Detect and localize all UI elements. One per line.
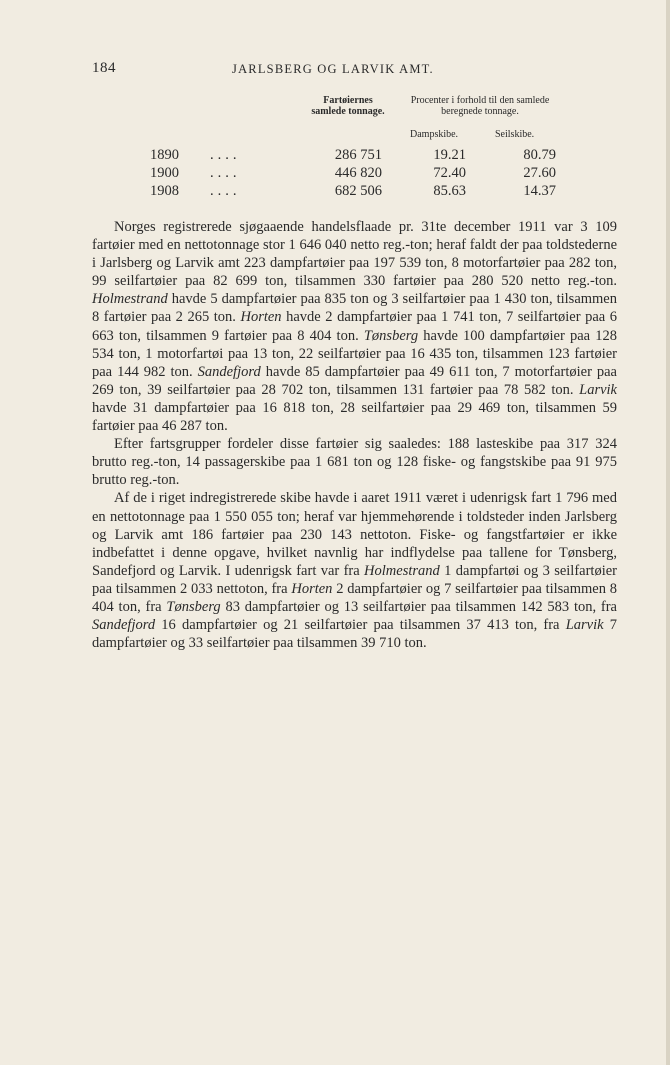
row-leader-dots: .... [210,147,241,163]
body-text [92,218,617,652]
running-title: JARLSBERG OG LARVIK AMT. [232,62,434,76]
page-header [92,60,578,82]
row-steam-percent: 19.21 [433,147,466,163]
table-row [150,165,570,185]
text-run: havde 100 dampfartøier paa 128 534 ton, 1 motorfartøi paa 13 ton, 22 seilfartøier paa 16 435 ton, tilsammen 123 fartøier paa 144 982 ton. [92,327,617,380]
row-tonnage: 446 820 [334,165,382,181]
place-name-holmestrand: Holmestrand [364,562,440,579]
place-name-sandefjord: Sandefjord [197,363,261,380]
column-header-percent: Procenter i forhold til den samlede beregnede tonnage. [410,95,550,117]
paragraph-ship-groups [92,435,617,489]
place-name-horten: Horten [291,580,333,597]
row-sail-percent: 27.60 [523,165,556,181]
place-name-tonsberg: Tønsberg [166,598,221,615]
page-number: 184 [92,60,116,76]
text-run: Norges registrerede sjøgaaende handelsflaade pr. 31te december 1911 var 3 109 fartøier med en nettotonnage stor 1 646 040 netto reg.-ton; heraf faldt der paa toldstederne i Jarlsberg og Larvik amt 223 dampfartøier paa 197 539 ton, 8 motorfartøier paa 282 ton, 99 seilfartøier paa 82 699 ton, tilsammen 330 fartøier paa 280 520 netto reg.-ton. [92,219,617,290]
row-tonnage: 682 506 [334,183,382,199]
column-header-tonnage: Fartøiernes samlede tonnage. [311,95,385,117]
text-run: havde 2 dampfartøier paa 1 741 ton, 7 seilfartøier paa 6 663 ton, tilsammen 9 fartøier paa 8 404 ton. [92,309,617,344]
text-run: 16 dampfartøier og 21 seilfartøier paa tilsammen 37 413 ton, fra [155,617,566,634]
place-name-horten: Horten [240,309,282,326]
text-run: havde 85 dampfartøier paa 49 611 ton, 7 motorfartøier paa 269 ton, 39 seilfartøier paa 28 702 ton, tilsammen 131 fartøier paa 78 582 ton. [92,363,617,398]
row-leader-dots: .... [210,165,241,181]
row-year: 1890 [150,147,179,163]
column-header-steamships: Dampskibe. [410,129,459,140]
text-run: 7 dampfartøier og 33 seilfartøier paa tilsammen 39 710 ton. [92,617,617,652]
place-name-tonsberg: Tønsberg [363,327,419,344]
row-leader-dots: .... [210,183,241,199]
row-sail-percent: 14.37 [523,183,556,199]
tonnage-table [150,92,570,202]
text-run: 83 dampfartøier og 13 seilfartøier paa tilsammen 142 583 ton, fra [220,598,617,615]
column-header-sailships: Seilskibe. [495,129,535,140]
place-name-larvik: Larvik [579,381,617,398]
paragraph-fleet-registry [92,218,617,435]
place-name-sandefjord: Sandefjord [92,617,156,634]
page-edge [666,0,670,1065]
text-run: Af de i riget indregistrerede skibe havde i aaret 1911 været i udenrigsk fart 1 796 med en nettotonnage paa 1 550 055 ton; heraf var hjemmehørende i toldsteder inden Jarlsberg og Larvik amt 186 fartøier paa 230 143 nettoton. Fiske- og fangstfartøier er ikke indbefattet i denne opgave, hvilket navnlig har indflydelse paa tallene for Tønsberg, Sandefjord og Larvik. I udenrigsk fart var fra [92,490,617,579]
row-year: 1908 [150,183,179,199]
place-name-holmestrand: Holmestrand [92,291,168,308]
text-run: havde 5 dampfartøier paa 835 ton og 3 seilfartøier paa 1 430 ton, tilsammen 8 fartøier paa 2 265 ton. [92,291,617,326]
table-row [150,183,570,203]
text-run: 2 dampfartøier og 7 seilfartøier paa tilsammen 8 404 ton, fra [92,580,617,615]
place-name-larvik: Larvik [565,617,604,634]
paragraph-foreign-trade [92,489,617,652]
table-row [150,147,570,167]
row-sail-percent: 80.79 [523,147,556,163]
row-tonnage: 286 751 [334,147,382,163]
text-run: havde 31 dampfartøier paa 16 818 ton, 28 seilfartøier paa 29 469 ton, tilsammen 59 fartøier paa 46 287 ton. [92,399,617,435]
text-run: Efter fartsgrupper fordeler disse fartøier sig saaledes: 188 lasteskibe paa 317 324 brutto reg.-ton, 14 passagerskibe paa 1 681 ton og 128 fiske- og fangstskibe paa 91 975 brutto reg.-ton. [92,436,617,489]
row-steam-percent: 85.63 [433,183,466,199]
row-year: 1900 [150,165,179,181]
row-steam-percent: 72.40 [433,165,466,181]
text-run: 1 dampfartøi og 3 seilfartøier paa tilsammen 2 033 nettoton, fra [92,562,618,597]
